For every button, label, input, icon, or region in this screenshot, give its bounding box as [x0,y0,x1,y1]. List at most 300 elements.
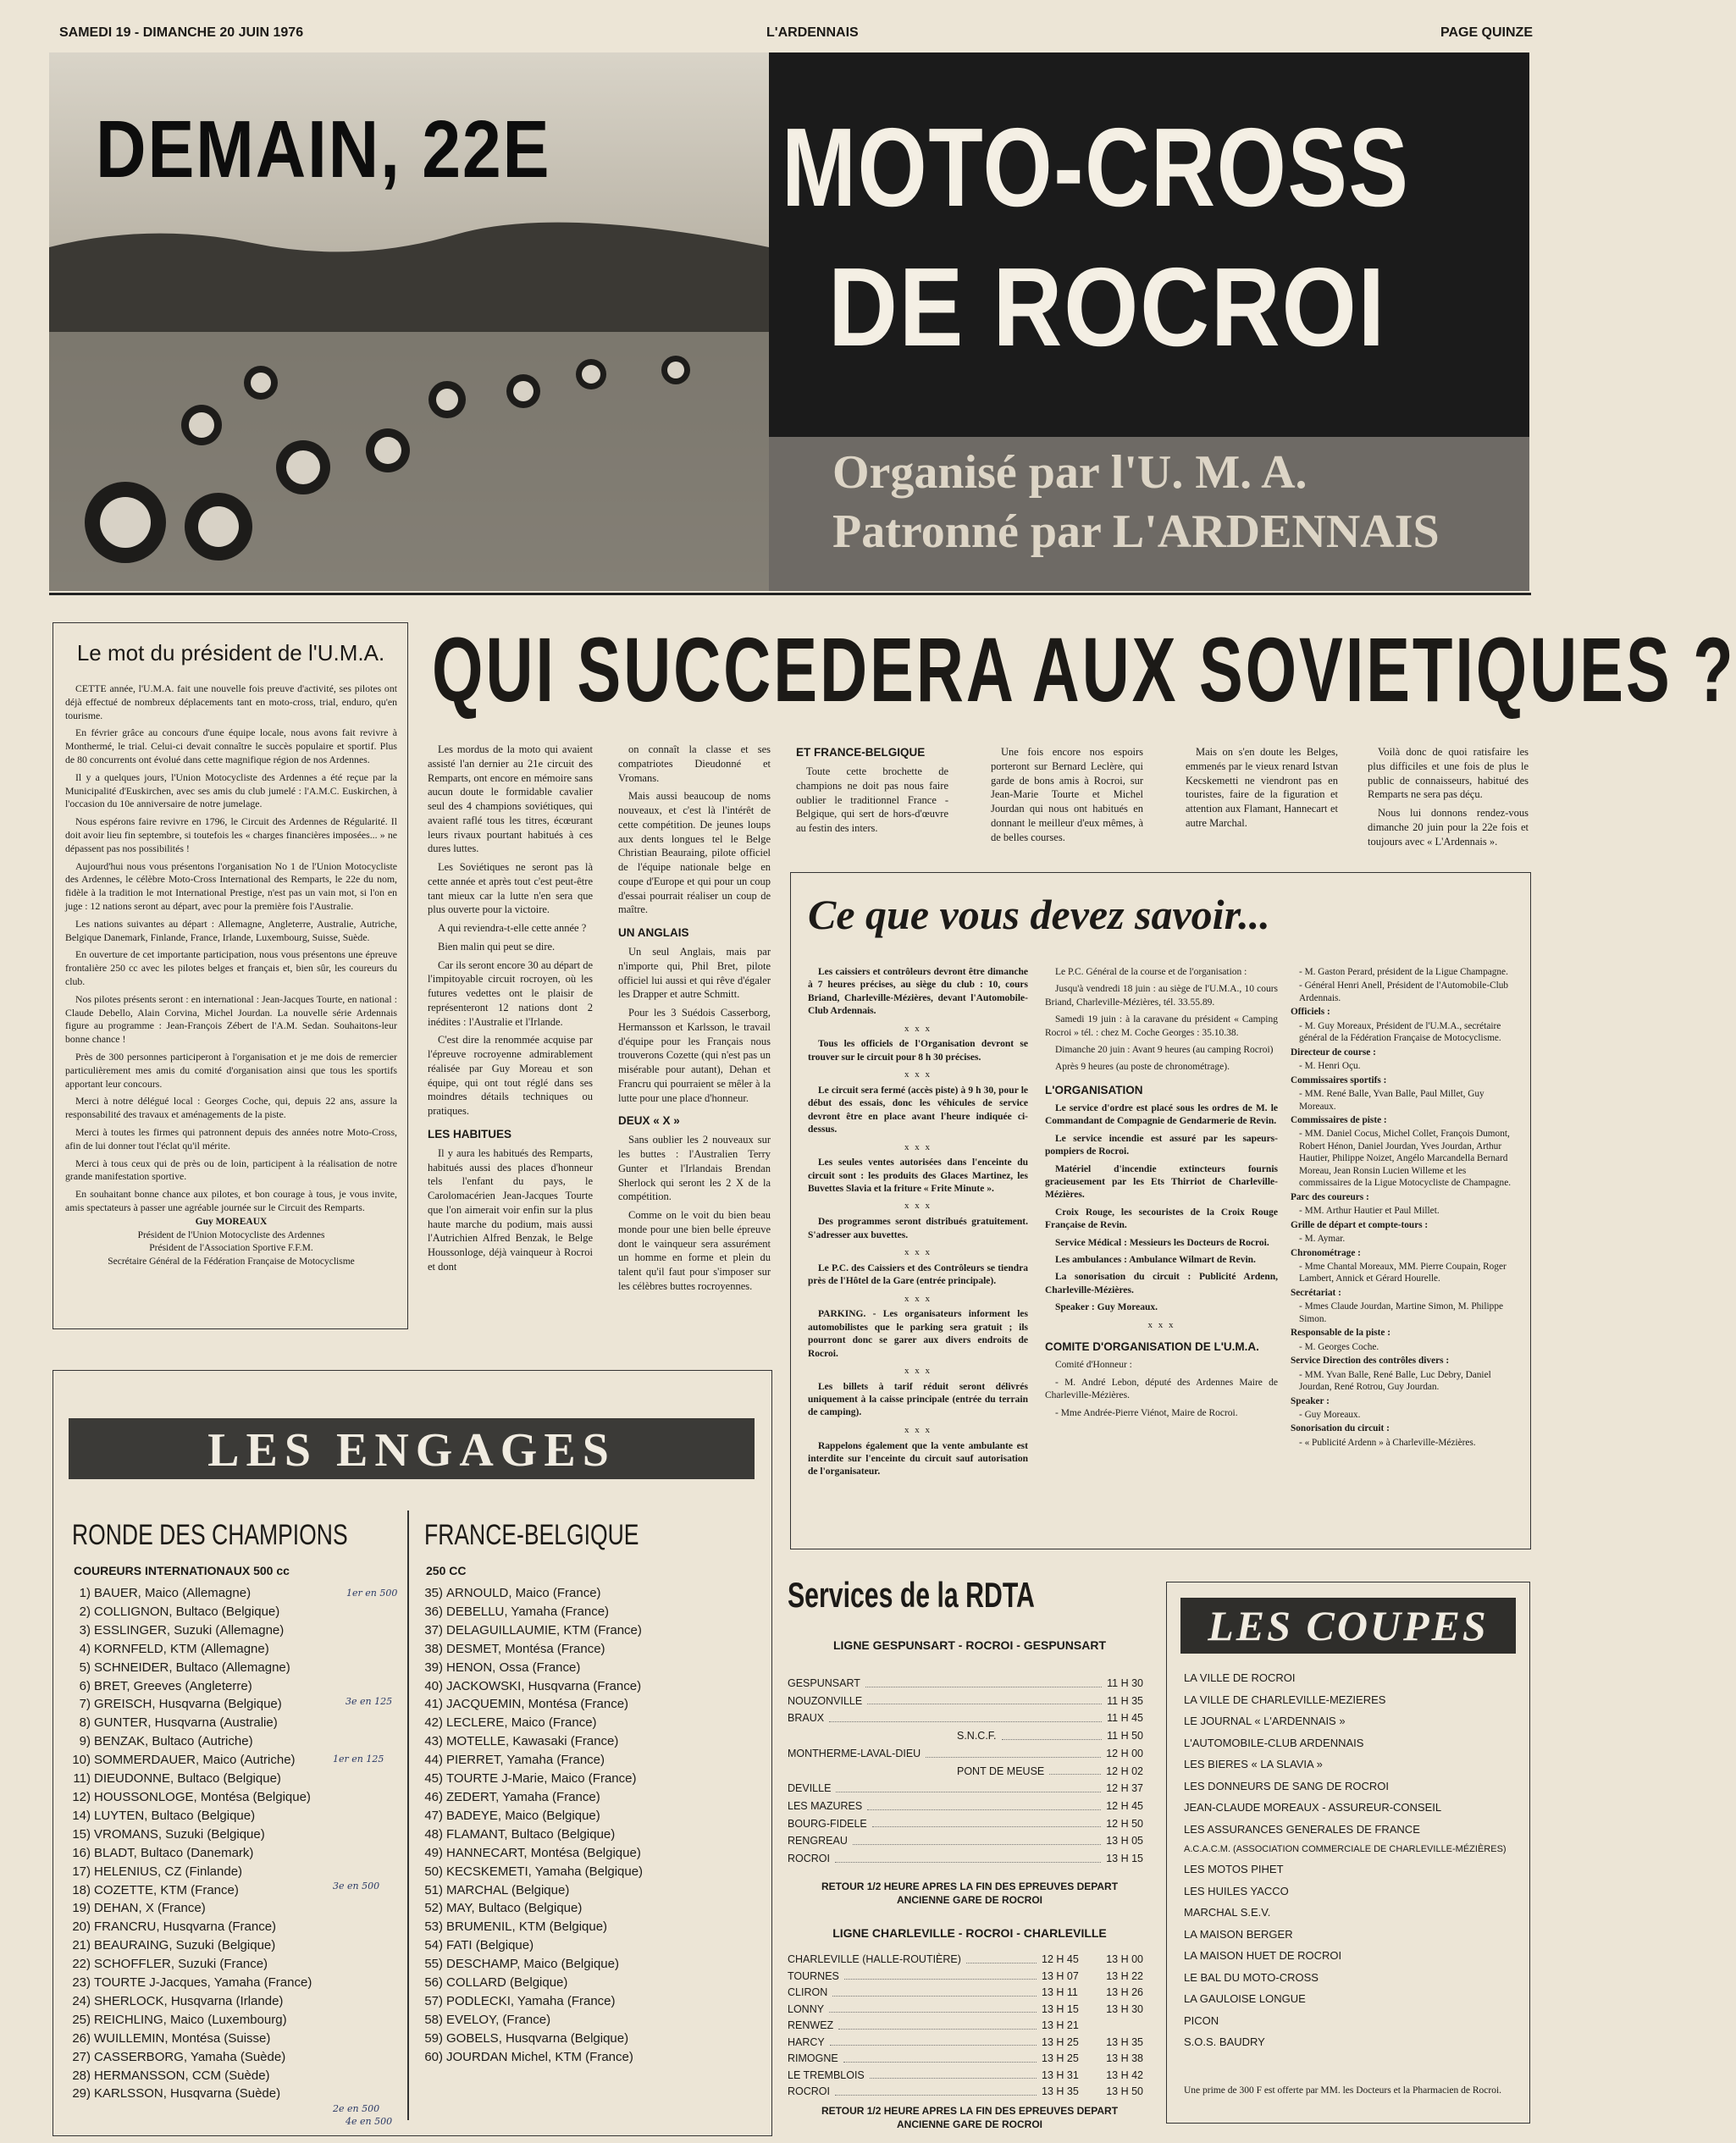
trophies-box [1166,1582,1530,2124]
committee-line: - Mme Chantal Moreaux, MM. Pierre Coupain, Roger Lambert, Annick et Gérard Hourelle. [1299,1261,1507,1284]
subhead-habitues: LES HABITUES [428,1127,512,1141]
timetable-row [788,2035,1143,2052]
committee-line: - MM. René Balle, Yvan Balle, Paul Millet, Guy Moreaux. [1299,1089,1484,1112]
stop-time: 13 H 25 [1042,2052,1079,2064]
entrant-number: 7) [79,1697,91,1712]
info-paragraph: Tous les officiels de l'Organisation devront se trouver sur le circuit pour 8 h 30 précises. [808,1039,1028,1063]
main-headline-area [432,608,1736,735]
bus-services [788,1575,1152,2134]
separator: x x x [904,1201,932,1212]
info-paragraph: Le P.C. des Caissiers et des Contrôleurs se tiendra près de l'Hôtel de la Gare (entrée principale). [808,1262,1028,1287]
entrant-number: 51) [424,1882,443,1897]
stop-name: HARCY [788,2035,825,2048]
entrant-name: VROMANS, Suzuki (Belgique) [94,1826,265,1842]
trophy-item: LES MOTOS PIHET [1184,1863,1284,1875]
subhead-anglais: UN ANGLAIS [618,926,689,939]
leader-dots [926,1745,1101,1758]
info-paragraph: Dimanche 20 juin : Avant 9 heures (au camping Rocroi) [1055,1045,1274,1056]
entrant-number: 10) [72,1753,91,1768]
entrant-name: BADEYE, Maico (Belgique) [446,1808,600,1823]
line1-title: LIGNE GESPUNSART - ROCROI - GESPUNSART [832,1638,1107,1652]
stop-name: LE TREMBLOIS [788,2068,865,2081]
entrant-name: DELAGUILLAUMIE, KTM (France) [446,1622,642,1638]
article-paragraph: Une fois encore nos espoirs porteront sur Bernard Leclère, qui garde de bons amis à Rocroi, sur Jean-Marie Tourte et Michel Jourdan qui nous ont habitués en donnant le meilleur d'eux mêmes, à de belles courses. [991,746,1143,843]
line1-return-note: RETOUR 1/2 HEURE APRES LA FIN DES EPREUVES DEPART ANCIENNE GARE DE ROCROI [821,1881,1119,1907]
masthead-bar [42,25,1533,47]
entrant-number: 60) [424,2049,443,2064]
entrant-row [414,1807,761,1825]
stop-name: RIMOGNE [788,2052,838,2064]
leader-dots [830,2035,1037,2046]
entrant-name: BRUMENIL, KTM (Belgique) [446,1919,608,1935]
entrant-row [62,1955,405,1974]
entrant-number: 58) [424,2012,443,2027]
stop-time [1092,2018,1143,2035]
article-paragraph: A qui reviendra-t-elle cette année ? [438,922,587,934]
info-paragraph: Matériel d'incendie extincteurs fournis gracieusement par les Ets Thirriot de Charleville-Mézières. [1045,1163,1278,1201]
entrant-row [62,2048,405,2067]
entrant-name: DIEUDONNE, Bultaco (Belgique) [94,1771,281,1787]
president-text [65,682,397,1224]
entrant-row [414,1936,761,1955]
stop-time: 13 H 38 [1106,2052,1143,2064]
separator: x x x [904,1069,932,1080]
ronde-title: RONDE DES CHAMPIONS [72,1519,348,1551]
entrant-number: 6) [79,1678,91,1693]
entrant-row [62,1899,405,1918]
entrant-row [414,2011,761,2030]
info-paragraph: Jusqu'à vendredi 18 juin : au siège de l'U.M.A., 10 cours Briand, Charleville-Mézières, tél. 33.55.89. [1045,984,1278,1008]
president-paragraph: En souhaitant bonne chance aux pilotes, et bon courage à tous, je vous invite, amis spectateurs à passer une agréable journée sur le Circuit des Remparts. [65,1188,397,1213]
entrant-number: 40) [424,1678,443,1693]
entrant-number: 53) [424,1919,443,1935]
stop-name: ROCROI [788,1853,830,1865]
leader-dots [867,1798,1101,1810]
entrant-name: EVELOY, (France) [446,2012,551,2027]
leader-dots [844,1969,1037,1980]
stop-time: 12 H 50 [1106,1817,1143,1830]
separator: x x x [904,1141,932,1152]
entrant-name: GREISCH, Husqvarna (Belgique) [94,1697,282,1712]
trophy-item: LA VILLE DE CHARLEVILLE-MEZIERES [1184,1693,1386,1706]
entrant-name: FATI (Belgique) [446,1938,534,1953]
entrant-name: MOTELLE, Kawasaki (France) [446,1734,619,1749]
trophy-item: MARCHAL S.E.V. [1184,1906,1271,1919]
fb-title: FRANCE-BELGIQUE [424,1519,639,1551]
entrant-row [414,1603,761,1621]
entrant-name: LECLERE, Maico (France) [446,1715,597,1731]
entrant-name: DESCHAMP, Maico (Belgique) [446,1957,619,1972]
trophy-item: LES ASSURANCES GENERALES DE FRANCE [1184,1822,1420,1836]
entrant-row [414,1881,761,1900]
leader-dots [829,2002,1037,2013]
timetable-row [788,1952,1143,1969]
entrants-box [53,1370,772,2136]
info-box [790,872,1531,1549]
entrant-number: 21) [72,1938,91,1953]
trophy-item: LE JOURNAL « L'ARDENNAIS » [1184,1715,1346,1727]
entrant-row [414,2048,761,2067]
race-photo [49,52,769,591]
article-col-3 [796,745,948,855]
entrant-row [62,1863,405,1881]
entrant-number: 37) [424,1622,443,1638]
line2-timetable [788,1952,1143,2113]
entrant-row [62,1621,405,1640]
committee-line: - M. Aymar. [1299,1234,1346,1245]
entrant-number: 24) [72,1993,91,2008]
entrant-name: JACKOWSKI, Husqvarna (France) [446,1678,642,1693]
stop-time: 12 H 02 [1106,1765,1143,1777]
entrant-name: BENZAK, Bultaco (Autriche) [94,1734,253,1749]
entrant-row [62,1677,405,1696]
entrant-row [414,1584,761,1603]
article-col-5 [1186,745,1338,855]
entrant-row [414,1714,761,1732]
article-col-4 [991,745,1143,855]
entrant-number: 5) [79,1660,91,1675]
entrant-name: COLLARD (Belgique) [446,1975,568,1991]
trophy-item: JEAN-CLAUDE MOREAUX - ASSUREUR-CONSEIL [1184,1801,1442,1814]
info-paragraph: La sonorisation du circuit : Publicité Ardenn, Charleville-Mézières. [1045,1272,1278,1295]
handwritten-note: 3e en 500 [333,1881,380,1892]
entrant-number: 2) [79,1604,91,1619]
stop-name: TOURNES [788,1969,839,1982]
entrant-number: 49) [424,1845,443,1860]
trophy-item: LE BAL DU MOTO-CROSS [1184,1970,1319,1984]
president-paragraph: Merci à tous ceux qui de près ou de loin, participent à la réalisation de notre grande manifestation sportive. [65,1157,397,1183]
entrant-number: 56) [424,1975,443,1991]
trophy-item: LA VILLE DE ROCROI [1184,1671,1296,1684]
info-paragraph: Les caissiers et contrôleurs devront être dimanche à 7 heures précises, au siège du club : 10, cours Briand, Charleville-Mézières, devant l'Automobile-Club Ardennais. [808,967,1028,1017]
stop-time: 13 H 50 [1106,2085,1143,2097]
leader-dots [832,1985,1037,1997]
entrant-name: GOBELS, Husqvarna (Belgique) [446,2030,629,2046]
timetable-row [788,1798,1143,1815]
article-paragraph: Car ils seront encore 30 au départ de l'impitoyable circuit rocroyen, où les futures vedettes ont le plaisir de représenteront 12 nations dont 2 inédites : l'Australie et l'Irlande. [428,958,593,1028]
article-col-6 [1368,745,1529,855]
stop-name: PONT DE MEUSE [957,1765,1045,1777]
president-paragraph: Merci à notre délégué local : Georges Coche, qui, depuis 22 ans, assure la responsabilité des travaux et aménagements de la piste. [65,1095,397,1121]
stop-time: 13 H 00 [1106,1953,1143,1965]
info-paragraph: Les billets à tarif réduit seront délivrés uniquement à la caisse principale (entrée du terrain de camping). [808,1381,1028,1418]
entrant-number: 59) [424,2030,443,2046]
separator: x x x [904,1247,932,1258]
entrant-number: 42) [424,1715,443,1731]
headline-motocross: MOTO-CROSS [782,105,1410,229]
separator: x x x [904,1424,932,1435]
entrant-number: 3) [79,1622,91,1638]
stop-time: 13 H 35 [1042,2085,1079,2097]
entrant-name: LUYTEN, Bultaco (Belgique) [94,1808,256,1823]
entrant-row [62,1844,405,1863]
entrant-number: 19) [72,1901,91,1916]
committee-line: Directeur de course : [1291,1047,1376,1058]
entrant-number: 1) [79,1586,91,1600]
entrant-number: 44) [424,1753,443,1768]
entrant-row [414,1974,761,1992]
article-paragraph: Mais aussi beaucoup de noms nouveaux, et c'est là l'intérêt de cette compétition. De jeunes loups aux dents longues tel le Belge Christian Beauraing, pilote officiel de l'équipe nationale belge en coupe d'Europe et qui pour un coup d'essai pourrait réaliser un coup de maître. [618,790,771,916]
signature-name: Guy MOREAUX [195,1217,268,1227]
stop-time: 13 H 15 [1042,2002,1079,2015]
timetable-row [788,2018,1143,2035]
stop-time: 13 H 31 [1042,2068,1079,2081]
timetable-row [788,1709,1143,1727]
entrant-row [414,1640,761,1659]
president-paragraph: CETTE année, l'U.M.A. fait une nouvelle fois preuve d'activité, ses pilotes ont déjà effectué de nombreux déplacements tant en moto-cross, trial, enduro, qu'en tourisme. [65,682,397,721]
signature-role: Président de l'Association Sportive F.F.M. [149,1243,313,1254]
entrant-row [62,2030,405,2048]
stop-name: RENGREAU [788,1835,848,1848]
info-paragraph: Croix Rouge, les secouristes de la Croix Rouge Française de Revin. [1045,1207,1278,1231]
entrant-row [62,1807,405,1825]
article-paragraph: Pour les 3 Suédois Casserborg, Hermansson et Karlsson, le travail d'équipe pour les Français nous trouverons Cozette (qui n'est pas un misérable pour autant), Dehan et Francru qui pourraient se mêler à la lutte pour une place d'honneur. [618,1007,771,1104]
entrant-name: SHERLOCK, Husqvarna (Irlande) [94,1993,284,2008]
stop-time: 13 H 35 [1106,2035,1143,2048]
entrant-name: SCHOFFLER, Suzuki (France) [94,1957,268,1972]
entrant-name: ESSLINGER, Suzuki (Allemagne) [94,1622,285,1638]
leader-dots [829,1709,1102,1722]
stop-time: 11 H 45 [1107,1712,1143,1725]
article-paragraph: Il y aura les habitués des Remparts, habitués aussi des places d'honneur tels l'enfant du pays, le Carolomacérien Jean-Jacques Tourte que l'on aimerait voir enfin sur la plus haute marche du podium, mais aussi l'Autrichien Alfred Benzak, le Belge Houssonloge, déjà vainqueur à Rocroi et dont [428,1146,593,1273]
timetable-row [788,1675,1143,1693]
stop-time: 13 H 15 [1106,1853,1143,1865]
entrant-number: 52) [424,1901,443,1916]
info-paragraph: Speaker : Guy Moreaux. [1055,1302,1158,1313]
stop-time: 12 H 37 [1106,1782,1143,1795]
ronde-list [62,1584,405,2126]
stop-name: GESPUNSART [788,1677,860,1689]
entrant-name: PODLECKI, Yamaha (France) [446,1993,616,2008]
stop-name: BOURG-FIDELE [788,1817,867,1830]
entrant-name: ZEDERT, Yamaha (France) [446,1789,600,1804]
president-paragraph: En février grâce au concours d'une équipe locale, nous avons fait revivre à Monthermé, le trial. Celui-ci devait connaître le succès populaire et sportif. Plus de 80 concurrents ont évolué dans cette magnifique région de nos Ardennes. [65,726,397,765]
entrant-number: 16) [72,1845,91,1860]
president-paragraph: Aujourd'hui nous vous présentons l'organisation No 1 de l'Union Motocycliste des Ardennes, le célèbre Moto-Cross International des Remparts, le 22e du nom, fidèle à la tradition le mot International Prestige, n'est pas un vain mot, si l'on en juge : 12 nations seront au départ, avec pour la première fois l'Australie. [65,859,397,912]
entrant-row [414,1863,761,1881]
entrant-row [414,1844,761,1863]
timetable-row [788,1969,1143,1986]
leader-dots [1002,1727,1103,1740]
signature-role: Président de l'Union Motocycliste des Ardennes [137,1229,325,1240]
president-paragraph: Près de 300 personnes participeront à l'organisation et je me dois de remercier particulièrement mes amis du comité d'organisation ainsi que tous les sportifs apportant leur concours. [65,1050,397,1090]
info-paragraph: Comité d'Honneur : [1055,1360,1132,1371]
committee-line: - Guy Moreaux. [1299,1409,1361,1420]
separator: x x x [904,1365,932,1376]
trophy-item: LA GAULOISE LONGUE [1184,1992,1306,2005]
info-paragraph: Le circuit sera fermé (accès piste) à 9 h 30, pour le début des essais, donc les véhicules de service devront être en place avant l'heure indiquée ci-dessus. [808,1085,1028,1135]
subhead-comite: COMITE D'ORGANISATION DE L'U.M.A. [1045,1340,1259,1354]
entrant-row [62,1603,405,1621]
committee-line: Officiels : [1291,1007,1330,1018]
president-article [53,622,408,1329]
leader-dots [843,2051,1037,2063]
entrant-row [414,1918,761,1936]
entrant-number: 28) [72,2068,91,2083]
entrant-name: SCHNEIDER, Bultaco (Allemagne) [94,1660,290,1675]
entrant-row [414,1955,761,1974]
committee-line: Speaker : [1291,1395,1330,1406]
entrant-row [414,1770,761,1788]
committee-line: Chronométrage : [1291,1247,1361,1258]
line1-timetable [788,1675,1143,1870]
entrant-row [62,1936,405,1955]
entrant-number: 54) [424,1938,443,1953]
stop-time: 12 H 00 [1106,1747,1143,1759]
info-paragraph: - Mme Andrée-Pierre Viénot, Maire de Rocroi. [1055,1407,1238,1418]
entrant-row [414,1695,761,1714]
entrant-row [62,1974,405,1992]
trophy-item: A.C.A.C.M. (ASSOCIATION COMMERCIALE DE CHARLEVILLE-MÉZIÈRES) [1184,1844,1507,1854]
president-title: Le mot du président de l'U.M.A. [76,640,385,666]
article-col-2 [618,743,771,1369]
entrant-row [414,1992,761,2011]
entrant-row [414,1825,761,1844]
committee-line: - Mmes Claude Jourdan, Martine Simon, M. Philippe Simon. [1299,1301,1503,1324]
column-divider [407,1511,409,2120]
article-paragraph: C'est dire la renommée acquise par l'épreuve rocroyenne admirablement réalisée par Guy Moreau et son équipe, qui ont tout réglé dans ses moindres détails techniques ou pratiques. [428,1034,593,1117]
article-paragraph: Toute cette brochette de champions ne doit pas nous faire oublier le traditionnel France - Belgique, qui sert de hors-d'œuvre au festin des inters. [796,765,948,835]
entrant-row [62,2085,405,2103]
main-headline: QUI SUCCEDERA AUX SOVIETIQUES ? [432,618,1736,721]
entrant-number: 35) [424,1586,443,1600]
info-paragraph: Des programmes seront distribués gratuitement. S'adresser aux buvettes. [808,1217,1028,1240]
timetable-row [788,2084,1143,2101]
stop-name: LONNY [788,2002,825,2015]
sponsor-line: Patronné par L'ARDENNAIS [832,505,1440,558]
info-col-3 [1291,966,1519,1542]
stop-time: 11 H 30 [1107,1677,1143,1689]
fb-subtitle: 250 CC [426,1564,467,1577]
entrant-name: SOMMERDAUER, Maico (Autriche) [94,1753,296,1768]
entrant-row [62,2067,405,2085]
entrant-name: COLLIGNON, Bultaco (Belgique) [94,1604,280,1619]
leader-dots [872,1815,1101,1828]
subhead-organisation: L'ORGANISATION [1045,1083,1143,1096]
trophy-item: S.O.S. BAUDRY [1184,2035,1265,2048]
stop-name: DEVILLE [788,1782,832,1795]
timetable-row [788,2068,1143,2085]
stop-time: 13 H 11 [1042,1986,1078,1998]
info-paragraph: Le P.C. Général de la course et de l'organisation : [1055,967,1247,977]
timetable-row [788,1780,1143,1798]
committee-line: - M. Guy Moreaux, Président de l'U.M.A., secrétaire général de la Fédération Française de Motocyclisme. [1299,1020,1501,1044]
stop-time: 13 H 25 [1042,2035,1079,2048]
entrant-number: 43) [424,1734,443,1749]
article-paragraph: Sans oublier les 2 nouveaux sur les buttes : l'Australien Terry Gunter et l'Irlandais Brendan Sherlock qui seront les 2 X de la compétition. [618,1134,771,1203]
entrant-row [62,1992,405,2011]
president-paragraph: Il y a quelques jours, l'Union Motocycliste des Ardennes a été reçue par la Municipalité d'Euskirchen, avec ses amis du club jumelé : l'A.M.C. Euskirchen, à l'occasion du 10e anniversaire de notre jumelage. [65,770,397,810]
fb-list [414,1584,761,2126]
timetable-row [788,1832,1143,1850]
entrants-title: LES ENGAGES [207,1424,616,1477]
entrant-number: 46) [424,1789,443,1804]
timetable-row [788,1763,1143,1781]
timetable-row [788,1727,1143,1745]
entrant-number: 39) [424,1660,443,1675]
stop-name: S.N.C.F. [957,1730,997,1743]
info-paragraph: - M. André Lebon, député des Ardennes Maire de Charleville-Mézières. [1045,1377,1278,1401]
timetable-row [788,2051,1143,2068]
entrant-number: 47) [424,1808,443,1823]
title-banner [769,52,1529,437]
info-paragraph: Rappelons également que la vente ambulante est interdite sur l'enceinte du circuit sauf autorisation de l'organisateur. [808,1440,1028,1477]
stop-time: 13 H 21 [1042,2019,1079,2031]
entrant-name: REICHLING, Maico (Luxembourg) [94,2012,287,2027]
entrant-number: 8) [79,1715,91,1731]
entrant-name: HELENIUS, CZ (Finlande) [94,1864,243,1879]
info-col-2 [1045,966,1278,1542]
subhead-france-belgique: ET FRANCE-BELGIQUE [796,746,926,759]
entrant-number: 15) [72,1826,91,1842]
entrant-name: BLADT, Bultaco (Danemark) [94,1845,254,1860]
timetable-row [788,2002,1143,2019]
stop-name: RENWEZ [788,2019,834,2031]
info-col-1 [808,966,1028,1542]
stop-time: 12 H 45 [1106,1799,1143,1812]
committee-line: Responsable de la piste : [1291,1328,1390,1339]
leader-dots [865,1675,1102,1687]
entrant-row [62,1714,405,1732]
entrant-row [414,1677,761,1696]
entrant-name: KARLSSON, Husqvarna (Suède) [94,2086,281,2102]
stop-time: 11 H 50 [1107,1730,1143,1743]
stop-time: 12 H 45 [1042,1953,1079,1965]
ronde-subtitle: COUREURS INTERNATIONAUX 500 cc [74,1564,290,1577]
entrant-number: 29) [72,2086,91,2102]
stop-time: 13 H 22 [1106,1969,1143,1982]
trophies-title-band [1180,1598,1516,1654]
committee-line: Commissaires de piste : [1291,1114,1387,1125]
entrant-number: 12) [72,1789,91,1804]
entrant-name: FRANCRU, Husqvarna (France) [94,1919,277,1935]
entrant-number: 55) [424,1957,443,1972]
entrant-name: BEAURAING, Suzuki (Belgique) [94,1938,276,1953]
trophy-item: PICON [1184,2013,1219,2027]
headline-rocroi: DE ROCROI [828,245,1386,369]
leader-dots [838,2018,1037,2030]
entrant-name: DEHAN, X (France) [94,1901,206,1916]
handwritten-note: 1er en 125 [333,1754,384,1765]
leader-dots [836,1780,1101,1792]
entrant-number: 22) [72,1957,91,1972]
separator: x x x [904,1023,932,1034]
entrant-row [414,1751,761,1770]
leader-dots [835,2084,1037,2096]
article-paragraph: Voilà donc de quoi ratisfaire les plus difficiles et une fois de plus le public de connaisseurs, habitué des Remparts ne sera pas déçu. [1368,746,1529,801]
entrant-name: JOURDAN Michel, KTM (France) [446,2049,633,2064]
president-paragraph: Nos pilotes présents seront : en international : Jean-Jacques Tourte, en national : Claude Debello, Alain Corvina, Michel Jourdan. La nouvelle série Ardennais figure au programme : Jean-François Zébert de l'A.M. Sedan. Souhaitons-leur bonne chance ! [65,992,397,1046]
info-paragraph: Le service incendie est assuré par les sapeurs-pompiers de Rocroi. [1045,1133,1278,1157]
entrant-name: FLAMANT, Bultaco (Belgique) [446,1826,616,1842]
stop-time: 13 H 42 [1106,2068,1143,2081]
subhead-deux-x: DEUX « X » [618,1114,680,1128]
info-paragraph: Les seules ventes autorisées dans l'enceinte du circuit sont : les produits des Glaces Martinez, les Buvettes Slavia et la friture « Frite Minute ». [808,1157,1028,1195]
entrant-name: COZETTE, KTM (France) [94,1882,239,1897]
committee-line: - MM. Daniel Cocus, Michel Collet, François Dumont, Robert Hénon, Daniel Jourdan, Yves Jourdan, Arthur Hautier, Philippe Noizet, Angélo Marcandella Bernard Moreau, Jean Ronsin Lucien Willeme et les commissaires de la Ligue Motocycliste de Champagne. [1299,1129,1512,1189]
president-signature [65,1216,397,1268]
info-paragraph: Samedi 19 juin : à la caravane du président « Camping Rocroi » tél. : chez M. Coche Georges : 35.10.38. [1045,1014,1278,1038]
signature-role: Secrétaire Général de la Fédération Française de Motocyclisme [108,1256,355,1267]
entrant-name: JACQUEMIN, Montésa (France) [446,1697,629,1712]
entrant-name: BAUER, Maico (Allemagne) [94,1586,252,1600]
entrant-number: 48) [424,1826,443,1842]
entrants-title-band [69,1418,755,1479]
info-paragraph: PARKING. - Les organisateurs informent les automobilistes que le parking sera gratuit ; ils pourront donc se garer aux divers endroits de Rocroi. [808,1309,1028,1359]
article-col-1 [428,743,593,1369]
entrant-name: HOUSSONLOGE, Montésa (Belgique) [94,1789,311,1804]
entrant-name: DESMET, Montésa (France) [446,1641,605,1656]
